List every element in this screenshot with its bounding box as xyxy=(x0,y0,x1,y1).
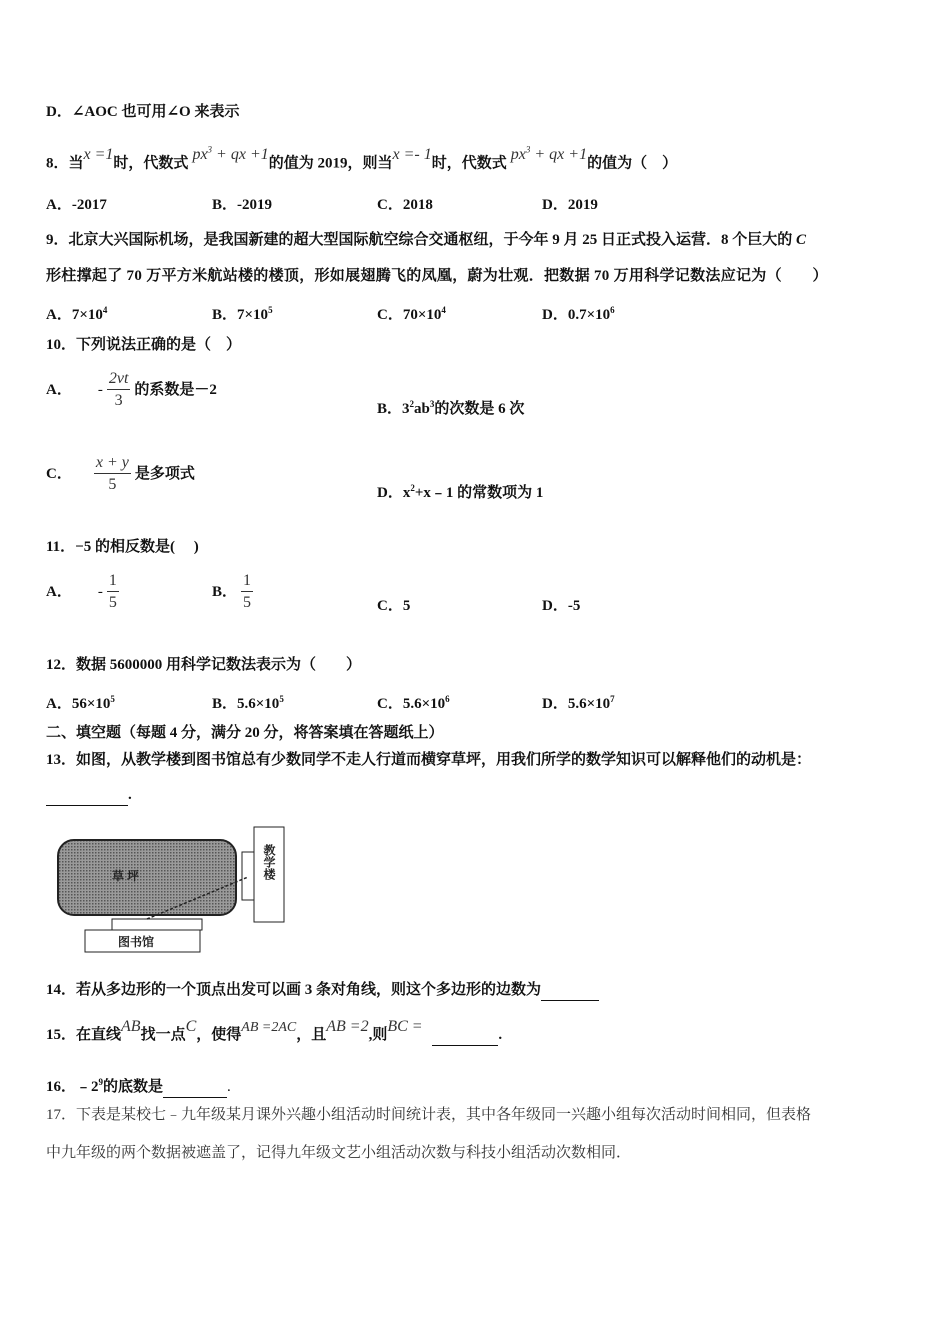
q12-option-c: C．$5.6\times 10^6$ xyxy=(377,694,450,712)
q9-option-c: C．$70\times 10^4$ xyxy=(377,305,446,323)
q8-option-b: B．-2019 xyxy=(212,197,273,213)
q8-math: x =1 xyxy=(83,146,114,164)
q8-math: + qx +1 xyxy=(530,146,588,164)
q12-option-b: B．$5.6\times 10^5$ xyxy=(212,694,284,712)
q8-text: 的值为 2019，则当 xyxy=(268,155,393,172)
q14-stem: 14．若从多边形的一个顶点出发可以画 3 条对角线，则这个多边形的边数为 xyxy=(46,980,599,1001)
lawn-area xyxy=(58,840,236,915)
q13-stem: 13．如图，从教学楼到图书馆总有少数同学不走人行道而横穿草坪，用我们所学的数学知识可以解释他们的动机是： xyxy=(46,752,812,768)
q8-text: 时，代数式 xyxy=(113,155,189,172)
fraction: $\frac{1}{5}$ xyxy=(243,572,252,612)
q13-answer: . xyxy=(46,785,132,806)
q12-stem: 12．数据 5600000 用科学记数法表示为（ ） xyxy=(46,657,362,673)
q8-math: x =- 1 xyxy=(392,146,432,164)
q12-option-d: D．$5.6\times 10^7$ xyxy=(542,694,615,712)
answer-blank[interactable] xyxy=(46,785,128,806)
fraction: $\frac{2vt}{3}$ xyxy=(108,370,129,410)
answer-blank[interactable] xyxy=(541,980,599,1001)
q10-option-a: A． - $\frac{2vt}{3}$ 的系数是－2 xyxy=(46,368,217,412)
library-entrance xyxy=(112,919,202,930)
q10-option-c: C． $\frac{x + y}{5}$ 是多项式 xyxy=(46,452,195,496)
q11-option-c: C．5 xyxy=(377,598,411,614)
q8-stem xyxy=(46,145,678,173)
q15-stem: 15．在直线AB找一点C，使得AB =2AC，且AB =2,则BC = . xyxy=(46,1025,502,1046)
answer-blank[interactable] xyxy=(163,1077,227,1098)
q12-option-a: A．$56\times 10^5$ xyxy=(46,694,115,712)
q8-text: 的值为（ ） xyxy=(587,155,678,172)
q8-text: 时，代数式 xyxy=(431,155,507,172)
q9-line1 xyxy=(46,230,806,250)
q9-option-d: D．$0.7\times 10^6$ xyxy=(542,305,615,323)
building-label: 教学楼 xyxy=(262,844,276,880)
q9-text: C xyxy=(796,232,807,248)
q11-option-b: B． $\frac{1}{5}$ xyxy=(212,570,257,614)
lawn-label: 草 坪 xyxy=(112,869,140,883)
q11-option-d: D．-5 xyxy=(542,598,581,614)
q7-option-d: D．∠AOC 也可用∠O 来表示 xyxy=(46,104,240,120)
campus-diagram xyxy=(50,822,290,957)
q10-option-b: B．$3^2ab^3$的次数是 6 次 xyxy=(377,399,525,417)
answer-blank[interactable] xyxy=(432,1025,498,1046)
section-heading: 二、填空题（每题 4 分，满分 20 分，将答案填在答题纸上） xyxy=(46,725,444,741)
q9-line2: 形柱撑起了 70 万平方米航站楼的楼顶，形如展翅腾飞的凤凰，蔚为壮观．把数据 70 万用科学记数法应记为（ ） xyxy=(46,268,828,284)
q10-stem: 10．下列说法正确的是（ ） xyxy=(46,337,242,353)
library-label: 图书馆 xyxy=(118,935,155,949)
q17-line1: 17．下表是某校七﹣九年级某月课外兴趣小组活动时间统计表，其中各年级同一兴趣小组每次活动时间相同，但表格 xyxy=(46,1107,812,1123)
q10-option-d: D．$x^2+x﹣1$ 的常数项为 1 xyxy=(377,483,544,501)
q17-line2: 中九年级的两个数据被遮盖了，记得九年级文艺小组活动次数与科技小组活动次数相同． xyxy=(46,1145,632,1161)
q9-text: 9．北京大兴国际机场，是我国新建的超大型国际航空综合交通枢纽，于今年 9 月 25 日正式投入运营．8 个巨大的 xyxy=(46,232,793,248)
q11-stem: 11．−5 的相反数是( ) xyxy=(46,539,199,555)
q9-option-a: A．$7\times 10^4$ xyxy=(46,305,108,323)
q9-option-b: B．$7\times 10^5$ xyxy=(212,305,273,323)
q8-math-sup: 3 xyxy=(207,145,213,155)
q16-stem: 16．$﹣2^9$的底数是 . xyxy=(46,1072,231,1098)
q8-option-d: D．2019 xyxy=(542,197,598,213)
q8-option-c: C．2018 xyxy=(377,197,433,213)
building-door xyxy=(242,852,254,900)
q8-math: + qx +1 xyxy=(212,146,269,164)
q8-math: px xyxy=(510,146,526,164)
q8-text: 8．当 xyxy=(46,155,84,172)
q8-math: px xyxy=(192,146,208,164)
fraction: $\frac{1}{5}$ xyxy=(108,572,117,612)
q8-math-sup: 3 xyxy=(525,145,531,155)
fraction: $\frac{x + y}{5}$ xyxy=(95,454,129,494)
q11-option-a: A． - $\frac{1}{5}$ xyxy=(46,570,123,614)
q8-option-a: A．-2017 xyxy=(46,197,107,213)
